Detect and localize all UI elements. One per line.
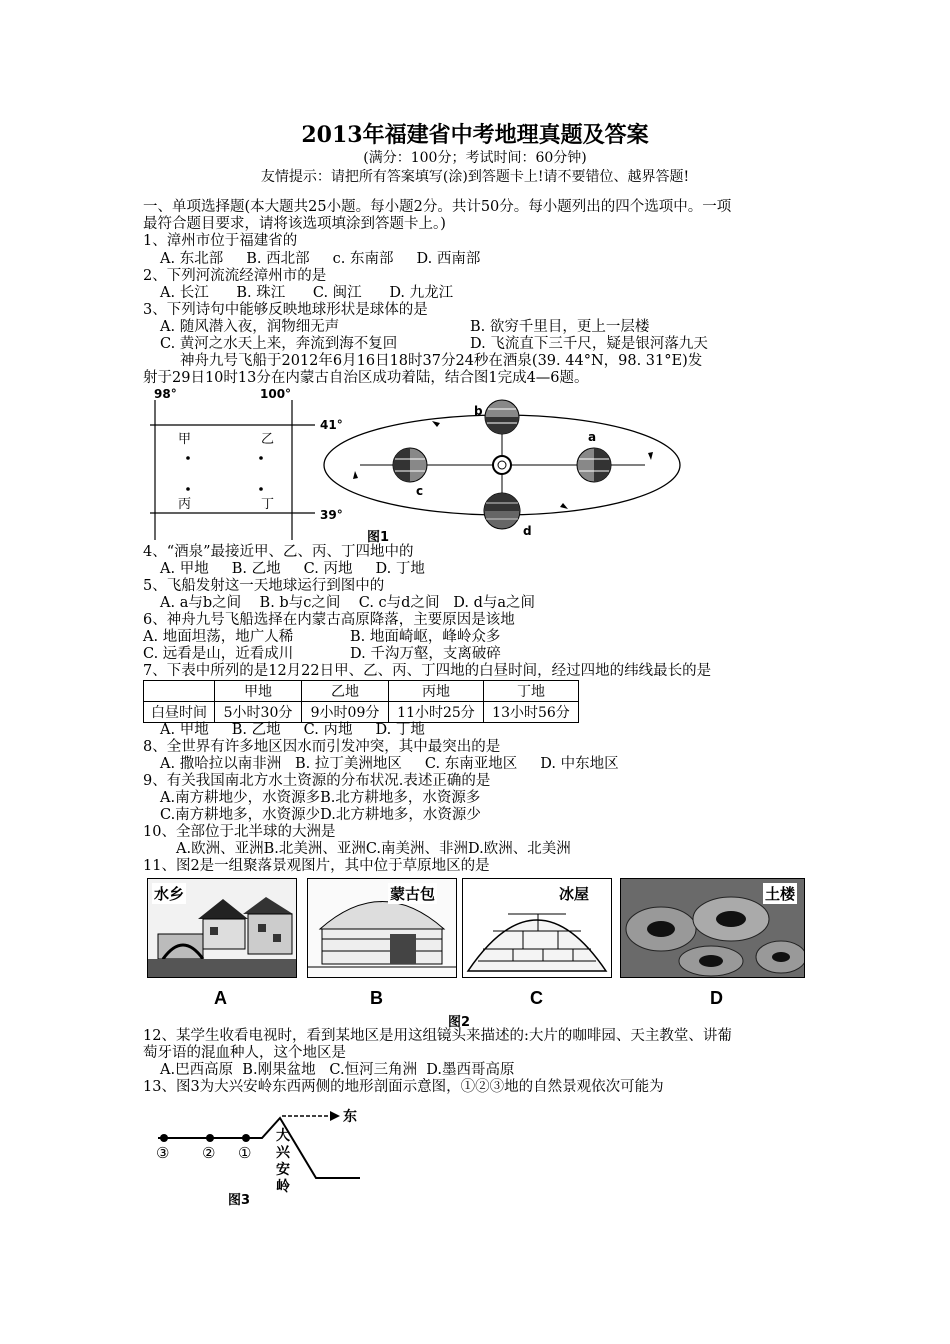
daylight-table: [143, 680, 579, 723]
q9-options-cd: C.南方耕地多，水资源少D.北方耕地多，水资源少: [160, 807, 481, 823]
orbit-arrow-icon: [432, 421, 440, 427]
east-label: 东: [343, 1109, 357, 1125]
orbit-label-c: c: [416, 484, 424, 498]
table-header-cell: [144, 681, 215, 702]
q2-options: A. 长江 B. 珠江 C. 闽江 D. 九龙江: [160, 285, 454, 301]
q2-stem: 2、下列河流流经漳州市的是: [143, 268, 327, 284]
table-cell: 9小时09分: [302, 702, 389, 723]
table-cell: 5小时30分: [215, 702, 302, 723]
q10-options: A.欧洲、亚洲B.北美洲、亚洲C.南美洲、非洲D.欧洲、北美洲: [176, 841, 571, 857]
q1-options: A. 东北部 B. 西北部 c. 东南部 D. 西南部: [160, 251, 481, 267]
table-header-row: [144, 681, 579, 702]
point-1-marker: [242, 1134, 250, 1142]
q12-line2: 萄牙语的混血种人，这个地区是: [143, 1045, 346, 1061]
passage-line2: 射于29日10时13分在内蒙古自治区成功着陆，结合图1完成4—6题。: [143, 370, 589, 386]
point-2-label: ②: [202, 1144, 216, 1162]
lon-right-label: 100°: [260, 387, 292, 401]
orbit-arrow-icon: [560, 503, 568, 509]
q1-stem: 1、漳州市位于福建省的: [143, 233, 298, 249]
mountain-char-3: 安: [276, 1162, 290, 1178]
photo-igloo: [462, 878, 612, 978]
q5-options: A. a与b之间 B. b与c之间 C. c与d之间 D. d与a之间: [160, 595, 536, 611]
q6-option-a: A. 地面坦荡，地广人稀: [143, 629, 294, 645]
mountain-char-2: 兴: [276, 1145, 290, 1161]
section-intro-line2: 最符合题目要求，请将该选项填涂到答题卡上。): [143, 216, 446, 232]
q10-stem: 10、全部位于北半球的大洲是: [143, 824, 336, 840]
lon-left-label: 98°: [154, 387, 177, 401]
q12-options: A.巴西高原 B.刚果盆地 C.恒河三角洲 D.墨西哥高原: [160, 1062, 515, 1078]
q4-stem: 4、“酒泉”最接近甲、乙、丙、丁四地中的: [143, 544, 414, 560]
place-bing: 丙: [178, 497, 192, 512]
score-line: (满分：100分；考试时间：60分钟): [363, 150, 587, 166]
orbit-arrow-icon: [648, 452, 653, 460]
table-header-cell: 丁地: [484, 681, 579, 702]
q8-options: A. 撒哈拉以南非洲 B. 拉丁美洲地区 C. 东南亚地区 D. 中东地区: [160, 756, 619, 772]
q3-option-c: C. 黄河之水天上来，奔流到海不复回: [160, 336, 398, 352]
figure-1: [140, 385, 810, 545]
photo-label-tulou: 土楼: [765, 885, 796, 903]
photo-letter-b: B: [370, 988, 383, 1008]
place-ding: 丁: [261, 497, 275, 512]
table-row: [144, 702, 579, 723]
tip-line: 友情提示：请把所有答案填写(涂)到答题卡上!请不要错位、越界答题!: [260, 169, 690, 185]
lat-top-label: 41°: [320, 418, 343, 432]
q5-stem: 5、飞船发射这一天地球运行到图中的: [143, 578, 385, 594]
terrain-profile: [158, 1118, 360, 1178]
orbit-label-d: d: [523, 524, 532, 538]
table-header-cell: 甲地: [215, 681, 302, 702]
earth-d-icon: [484, 493, 520, 529]
q9-stem: 9、有关我国南北方水土资源的分布状况.表述正确的是: [143, 773, 491, 789]
photo-label-yurt: 蒙古包: [390, 885, 436, 903]
table-header-cell: 乙地: [302, 681, 389, 702]
point-1-label: ①: [238, 1144, 252, 1162]
q12-line1: 12、某学生收看电视时，看到某地区是用这组镜头来描述的:大片的咖啡园、天主教堂、讲葡: [143, 1028, 732, 1044]
q3-option-b: B. 欲穷千里目，更上一层楼: [470, 319, 650, 335]
q6-option-b: B. 地面崎岖，峰岭众多: [350, 629, 501, 645]
figure-3: [150, 1100, 380, 1210]
q13-stem: 13、图3为大兴安岭东西两侧的地形剖面示意图，①②③地的自然景观依次可能为: [143, 1079, 664, 1095]
photo-water-town: [147, 878, 297, 978]
page-title: 2013年福建省中考地理真题及答案: [301, 122, 649, 148]
place-jia: 甲: [178, 432, 192, 447]
photo-letter-a: A: [214, 988, 227, 1008]
figure-3-caption: 图3: [228, 1193, 251, 1208]
q8-stem: 8、全世界有许多地区因水而引发冲突，其中最突出的是: [143, 739, 501, 755]
table-cell: 11小时25分: [389, 702, 484, 723]
figure-1-caption: 图1: [367, 530, 390, 545]
orbit-arrow-icon: [353, 471, 358, 479]
dot-ding: [259, 487, 263, 491]
mountain-char-1: 大: [276, 1128, 290, 1144]
q6-option-c: C. 远看是山，近看成川: [143, 646, 294, 662]
east-arrow-icon: [330, 1111, 340, 1121]
earth-b-icon: [485, 400, 519, 434]
photo-letter-c: C: [530, 988, 543, 1008]
q3-option-a: A. 随风潜入夜，润物细无声: [160, 319, 340, 335]
place-yi: 乙: [261, 432, 275, 447]
point-3-label: ③: [156, 1144, 170, 1162]
point-2-marker: [206, 1134, 214, 1142]
orbit-label-a: a: [588, 430, 597, 444]
lat-lon-grid: [150, 400, 315, 540]
figure-2-caption: 图2: [448, 1015, 471, 1030]
q7-stem: 7、下表中所列的是12月22日甲、乙、丙、丁四地的白昼时间，经过四地的纬线最长的是: [143, 663, 712, 679]
photo-tulou: [620, 878, 805, 978]
photo-label-water-town: 水乡: [154, 885, 185, 903]
passage-line1: 神舟九号飞船于2012年6月16日18时37分24秒在酒泉(39. 44°N，98. 31°E)发: [180, 353, 703, 369]
q4-options: A. 甲地 B. 乙地 C. 丙地 D. 丁地: [160, 561, 425, 577]
mountain-char-4: 岭: [276, 1179, 290, 1195]
q3-option-d: D. 飞流直下三千尺，疑是银河落九天: [470, 336, 708, 352]
dot-jia: [186, 456, 190, 460]
q9-options-ab: A.南方耕地少，水资源多B.北方耕地多，水资源多: [160, 790, 481, 806]
q11-stem: 11、图2是一组聚落景观图片，其中位于草原地区的是: [143, 858, 490, 874]
orbit-label-b: b: [474, 404, 483, 418]
point-3-marker: [160, 1134, 168, 1142]
table-header-cell: 丙地: [389, 681, 484, 702]
photo-letter-d: D: [710, 988, 723, 1008]
photo-label-igloo: 冰屋: [559, 885, 590, 903]
q3-stem: 3、下列诗句中能够反映地球形状是球体的是: [143, 302, 428, 318]
section-intro-line1: 一、单项选择题(本大题共25小题。每小题2分。共计50分。每小题列出的四个选项中。一项: [143, 199, 732, 215]
earth-c-icon: [393, 448, 427, 482]
q6-stem: 6、神舟九号飞船选择在内蒙古高原降落，主要原因是该地: [143, 612, 515, 628]
q6-option-d: D. 千沟万壑，支离破碎: [350, 646, 501, 662]
dot-bing: [186, 487, 190, 491]
earth-a-icon: [577, 448, 611, 482]
q7-options: A. 甲地 B. 乙地 C. 丙地 D. 丁地: [160, 722, 425, 738]
dot-yi: [259, 456, 263, 460]
lat-bottom-label: 39°: [320, 508, 343, 522]
table-cell: 13小时56分: [484, 702, 579, 723]
photo-yurt: [307, 878, 457, 978]
table-cell: 白昼时间: [144, 702, 215, 723]
